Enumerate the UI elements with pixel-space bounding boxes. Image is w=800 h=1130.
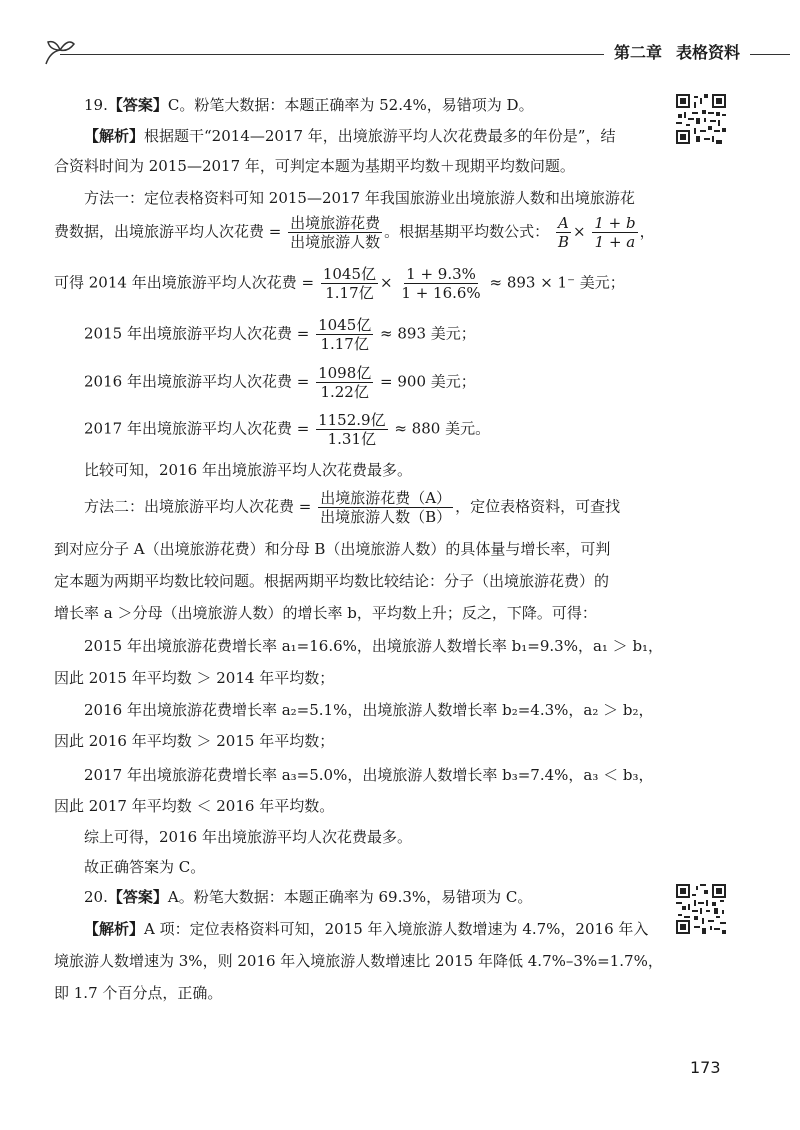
method1-formula-pre: 费数据，出境旅游平均人次花费 =	[54, 222, 282, 241]
times-sign: ×	[380, 273, 393, 292]
method1-formula-line	[54, 214, 654, 251]
rate-2017-line: 2017 年出境旅游花费增长率 a₃=5.0%，出境旅游人数增长率 b₃=7.4%，a₃ ＜ b₃，	[84, 766, 654, 784]
q19-analysis-cont: 合资料时间为 2015—2017 年，可判定本题为基期平均数＋现期平均数问题。	[54, 157, 575, 175]
method1-intro: 方法一：定位表格资料可知 2015—2017 年我国旅游业出境旅游人数和出境旅游花	[84, 189, 635, 207]
q20-analysis-cont-1: 境旅游人数增速为 3%，则 2016 年入境旅游人数增速比 2015 年降低 4.7%–3%=1.7%，	[54, 952, 663, 970]
y2017-calc-pre: 2017 年出境旅游平均人次花费 =	[84, 419, 310, 438]
method2-formula-post: ，定位表格资料，可查找	[455, 497, 621, 516]
chapter-label: 第二章	[613, 43, 662, 62]
base-avg-fraction-a-b	[556, 214, 571, 251]
fraction-numerator: 1 + 9.3%	[406, 265, 476, 283]
y2014-calc-pre: 可得 2014 年出境旅游平均人次花费 =	[54, 273, 315, 292]
y2015-calc-line	[84, 316, 684, 353]
rate-2016-conclusion: 因此 2016 年平均数 ＞ 2015 年平均数；	[54, 732, 335, 750]
q20-answer-line	[84, 886, 684, 908]
fraction-denominator: 1.22亿	[320, 383, 369, 401]
y2017-fraction	[316, 411, 388, 448]
y2017-calc-line	[84, 411, 684, 448]
q20-answer-text: A。粉笔大数据：本题正确率为 69.3%，易错项为 C。	[167, 888, 533, 906]
page-header	[40, 30, 790, 70]
rate-2016-line: 2016 年出境旅游花费增长率 a₂=5.1%，出境旅游人数增长率 b₂=4.3%，a₂ ＞ b₂，	[84, 701, 654, 719]
method2-formula-pre: 方法二：出境旅游平均人次花费 =	[84, 497, 312, 516]
method2-line-4: 增长率 a ＞分母（出境旅游人数）的增长率 b，平均数上升；反之，下降。可得：	[54, 604, 597, 622]
q20-analysis-cont-2: 即 1.7 个百分点，正确。	[54, 984, 223, 1002]
fraction-numerator: 出境旅游花费	[290, 214, 381, 232]
fraction-denominator: 出境旅游人数	[290, 233, 381, 251]
method2-fraction	[318, 489, 453, 526]
y2016-calc-pre: 2016 年出境旅游平均人次花费 =	[84, 372, 310, 391]
fraction-numerator: 出境旅游花费（A）	[320, 489, 452, 507]
leaf-icon	[42, 34, 78, 70]
q19-summary: 综上可得，2016 年出境旅游平均人次花费最多。	[84, 828, 412, 846]
fraction-denominator: 1.17亿	[325, 284, 374, 302]
base-avg-fraction-growth	[592, 214, 637, 251]
fraction-numerator: 1098亿	[318, 364, 372, 382]
fraction-denominator: 1.31亿	[327, 430, 377, 448]
rate-2015-conclusion: 因此 2015 年平均数 ＞ 2014 年平均数；	[54, 669, 335, 687]
y2014-calc-line	[54, 265, 654, 302]
times-sign: ×	[572, 222, 586, 241]
y2015-calc-pre: 2015 年出境旅游平均人次花费 =	[84, 324, 310, 343]
q20-analysis-text: A 项：定位表格资料可知，2015 年入境旅游人数增速为 4.7%，2016 年入	[144, 920, 649, 938]
fraction-denominator: 1 + a	[594, 233, 636, 251]
chapter-title	[604, 40, 750, 63]
y2014-fraction-2	[399, 265, 482, 302]
y2015-fraction	[316, 316, 373, 353]
fraction-denominator: 出境旅游人数（B）	[320, 508, 452, 526]
fraction-numerator: 1152.9亿	[318, 411, 386, 429]
y2014-fraction-1	[321, 265, 378, 302]
rate-2015-line: 2015 年出境旅游花费增长率 a₁=16.6%，出境旅游人数增长率 b₁=9.3%，a₁ ＞ b₁，	[84, 637, 664, 655]
y2016-calc-line	[84, 364, 684, 401]
q19-analysis-text: 根据题干“2014—2017 年，出境旅游平均人次花费最多的年份是”，结	[144, 127, 616, 145]
q19-answer-text: C。粉笔大数据：本题正确率为 52.4%，易错项为 D。	[167, 96, 534, 114]
q20-analysis-tag: 【解析】	[84, 920, 145, 938]
q19-answer-line	[84, 94, 684, 116]
q20-answer-tag: 【答案】	[107, 888, 168, 906]
fraction-denominator: 1 + 16.6%	[401, 284, 481, 302]
avg-spend-fraction	[288, 214, 382, 251]
q19-number: 19.	[84, 96, 108, 114]
fraction-numerator: 1 + b	[594, 214, 636, 232]
method2-line-2: 到对应分子 A（出境旅游花费）和分母 B（出境旅游人数）的具体量与增长率，可判	[54, 540, 611, 558]
q20-analysis-line	[84, 918, 684, 940]
q19-answer-tag: 【答案】	[107, 96, 168, 114]
fraction-denominator: B	[557, 233, 569, 251]
comma: ，	[639, 222, 655, 241]
fraction-denominator: 1.17亿	[320, 335, 369, 353]
method1-conclusion: 比较可知，2016 年出境旅游平均人次花费最多。	[84, 461, 412, 479]
q20-number: 20.	[84, 888, 108, 906]
fraction-numerator: 1045亿	[322, 265, 377, 283]
section-label: 表格资料	[675, 43, 740, 62]
y2016-fraction	[316, 364, 373, 401]
method2-line-3: 定本题为两期平均数比较问题。根据两期平均数比较结论：分子（出境旅游花费）的	[54, 572, 610, 590]
y2017-calc-result: ≈ 880 美元。	[394, 419, 491, 438]
page-number: 173	[690, 1058, 721, 1077]
q19-final-answer: 故正确答案为 C。	[84, 858, 206, 876]
fraction-numerator: 1045亿	[318, 316, 372, 334]
method1-formula-mid: 。根据基期平均数公式：	[384, 222, 550, 241]
rate-2017-conclusion: 因此 2017 年平均数 ＜ 2016 年平均数。	[54, 797, 335, 815]
q19-analysis-tag: 【解析】	[84, 127, 145, 145]
y2015-calc-result: ≈ 893 美元；	[380, 324, 476, 343]
q19-analysis-line	[84, 125, 684, 147]
y2014-calc-result: ≈ 893 × 1⁻ 美元；	[489, 273, 625, 292]
method2-formula-line	[84, 489, 684, 526]
y2016-calc-result: = 900 美元；	[380, 372, 476, 391]
fraction-numerator: A	[558, 214, 569, 232]
